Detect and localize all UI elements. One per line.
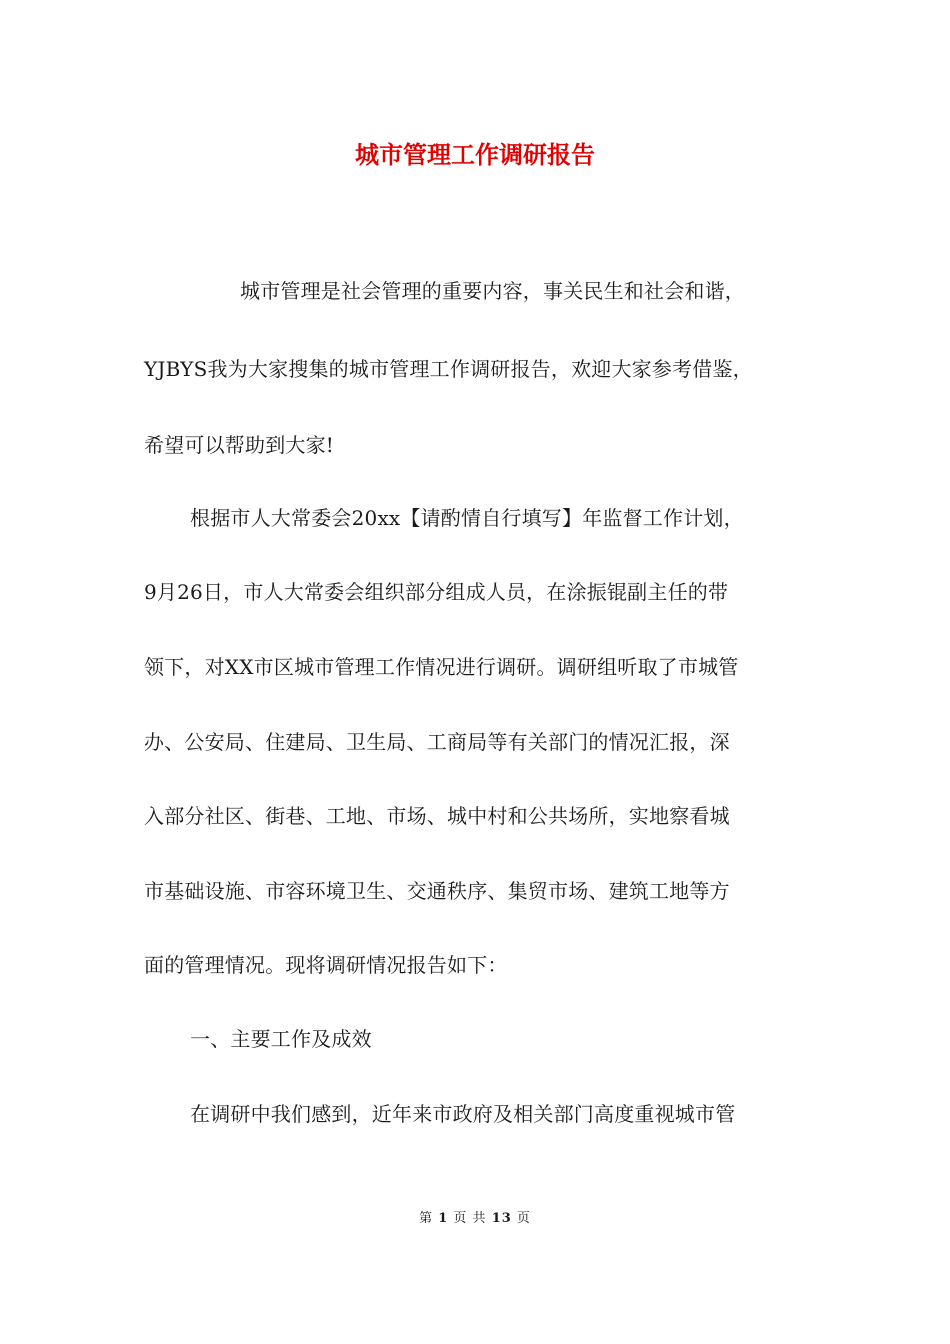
- paragraph-2-line-7: 面的管理情况。现将调研情况报告如下：: [144, 953, 508, 977]
- paragraph-1-line-1: 城市管理是社会管理的重要内容，事关民生和社会和谐，: [240, 279, 745, 303]
- footer-total-pages: 13: [491, 1211, 512, 1226]
- document-title: 城市管理工作调研报告: [355, 140, 595, 169]
- section-heading: 一、主要工作及成效: [190, 1027, 372, 1051]
- footer-prefix: 第: [419, 1211, 434, 1226]
- paragraph-2-line-6: 市基础设施、市容环境卫生、交通秩序、集贸市场、建筑工地等方: [144, 879, 730, 903]
- paragraph-3-line-1: 在调研中我们感到，近年来市政府及相关部门高度重视城市管: [190, 1102, 736, 1126]
- paragraph-2-line-5: 入部分社区、街巷、工地、市场、城中村和公共场所，实地察看城: [144, 804, 730, 828]
- paragraph-1-line-2: YJBYS我为大家搜集的城市管理工作调研报告，欢迎大家参考借鉴，: [144, 357, 753, 381]
- paragraph-2-line-4: 办、公安局、住建局、卫生局、工商局等有关部门的情况汇报，深: [144, 730, 730, 754]
- paragraph-2-line-2: 9月26日，市人大常委会组织部分组成人员，在涂振锟副主任的带: [144, 580, 729, 604]
- page-footer: [0, 1210, 950, 1228]
- footer-middle: 页 共: [453, 1211, 487, 1226]
- paragraph-2-line-1: 根据市人大常委会20xx【请酌情自行填写】年监督工作计划，: [190, 506, 744, 530]
- footer-suffix: 页: [516, 1211, 531, 1226]
- paragraph-1-line-3: 希望可以帮助到大家!: [144, 433, 335, 457]
- footer-page-number: 1: [438, 1211, 449, 1226]
- paragraph-2-line-3: 领下，对XX市区城市管理工作情况进行调研。调研组听取了市城管: [144, 655, 739, 679]
